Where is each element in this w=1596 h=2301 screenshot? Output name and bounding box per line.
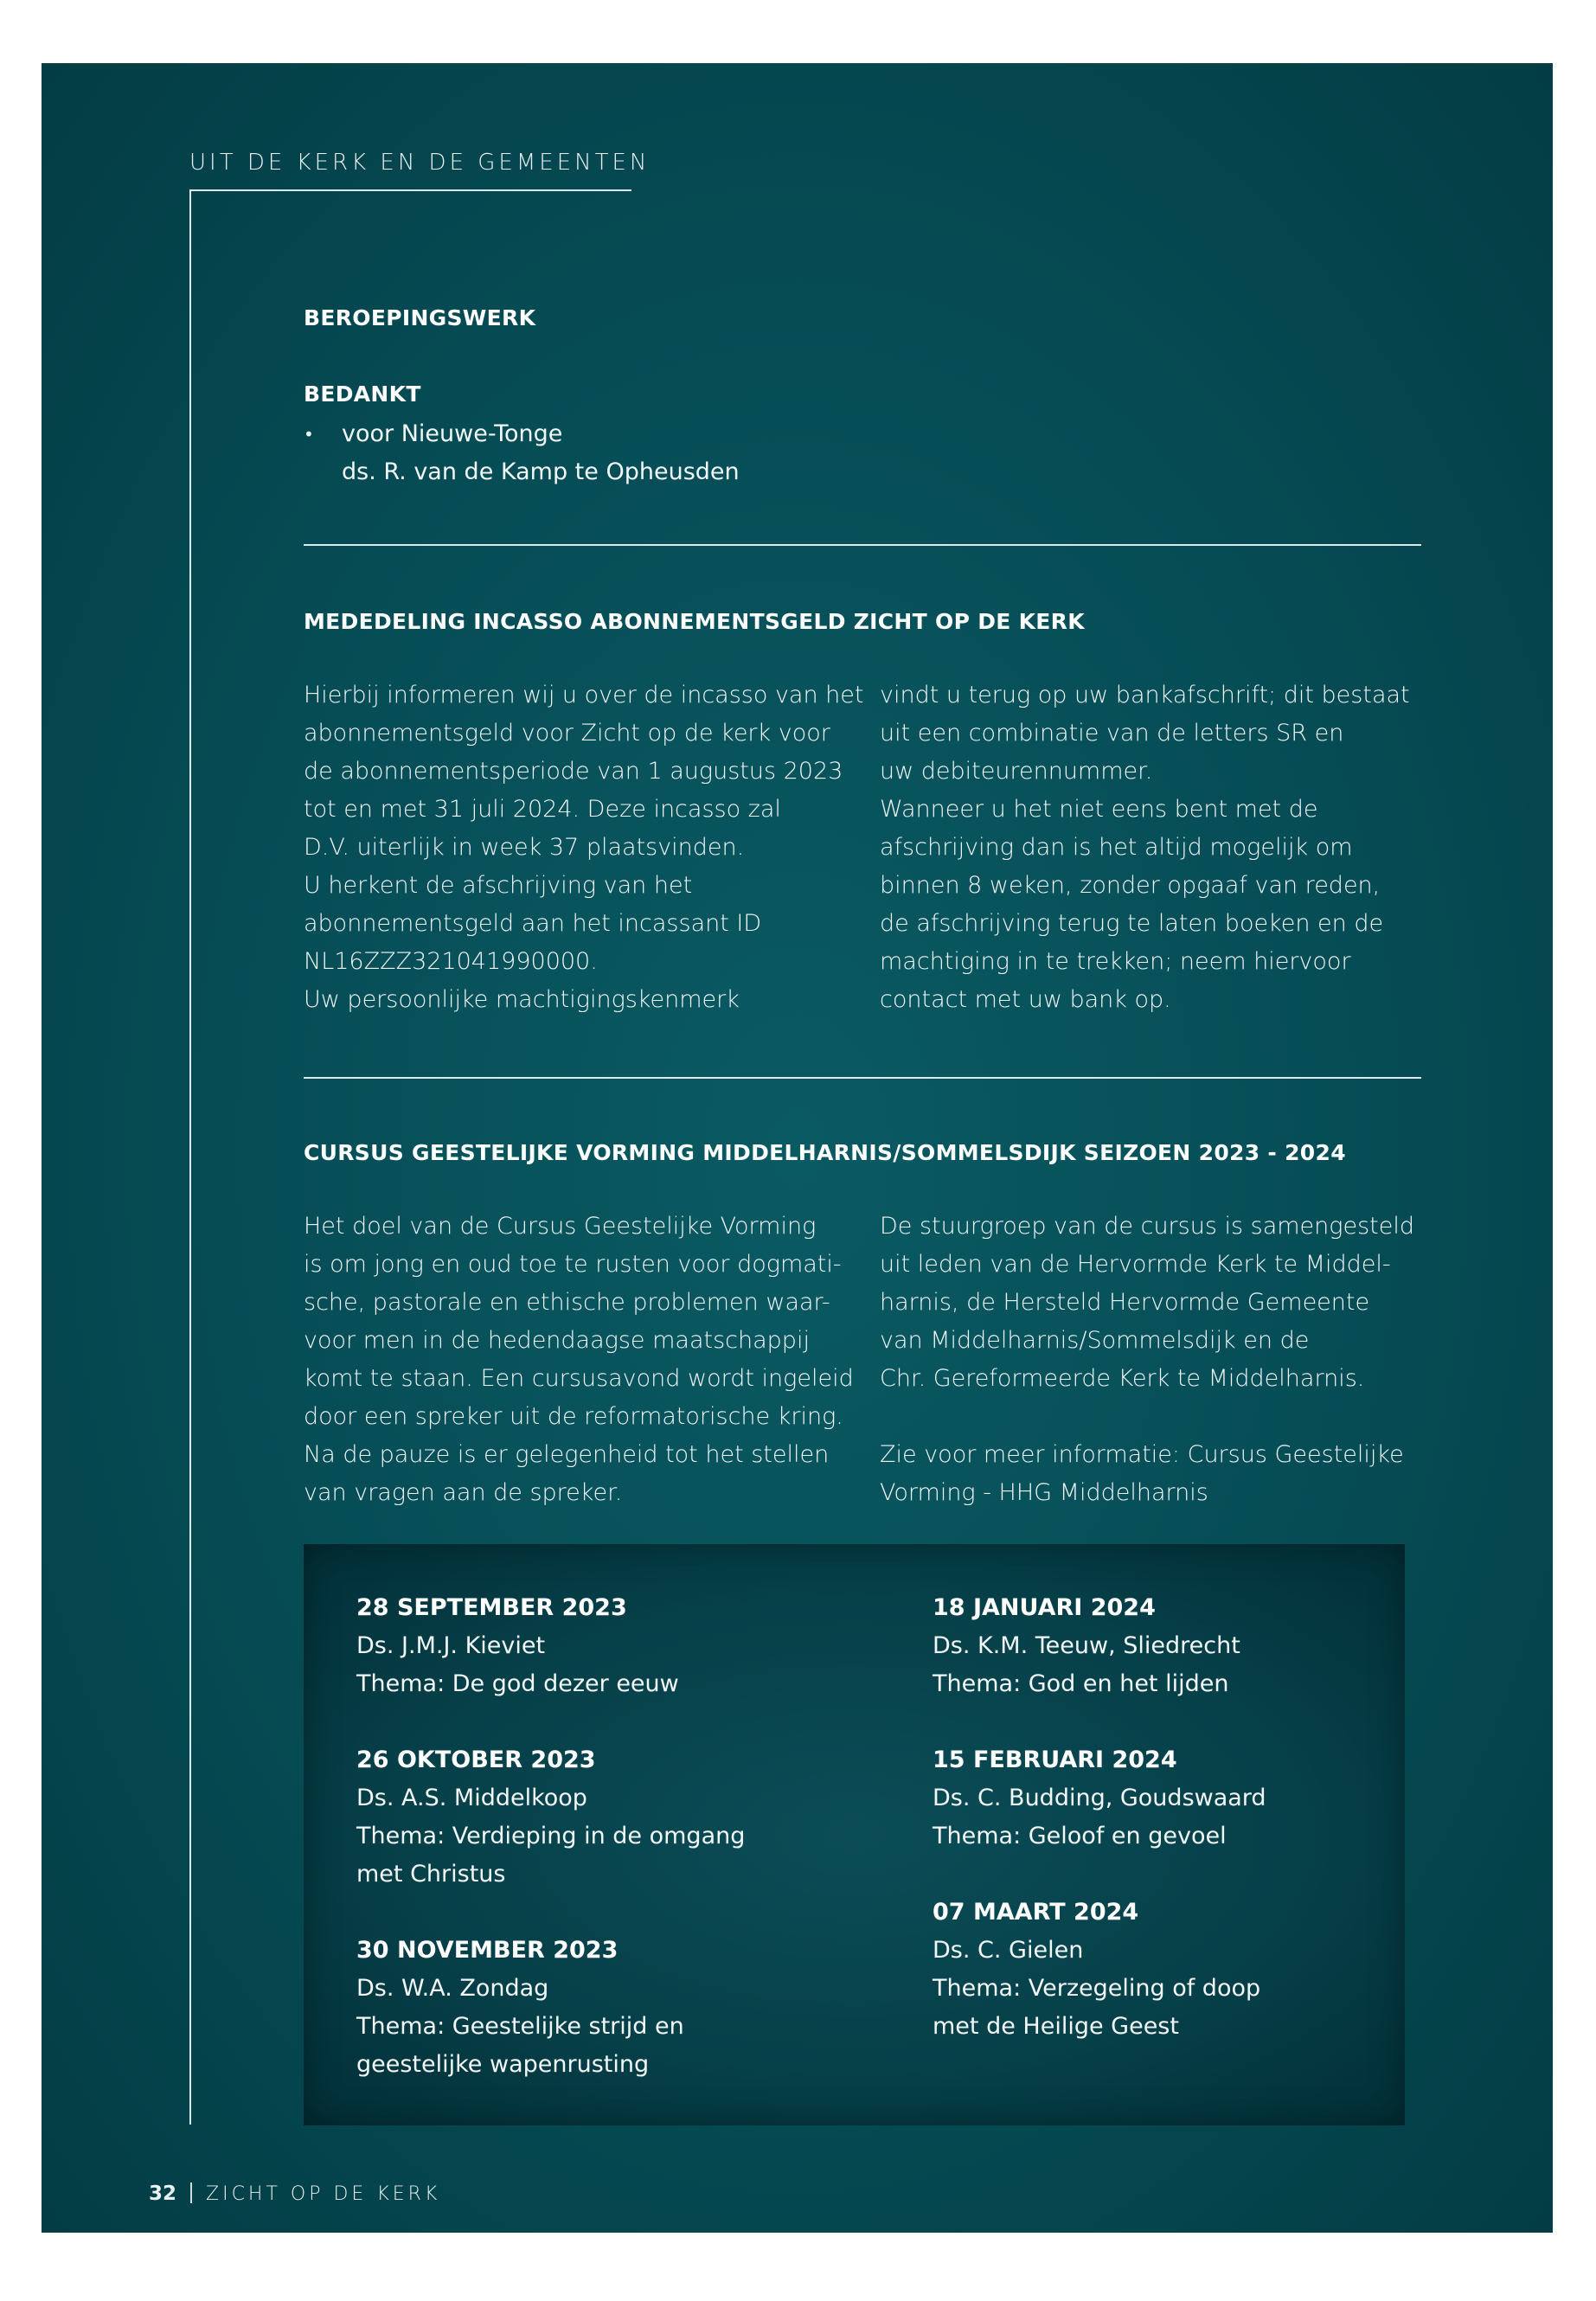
text-line: binnen 8 weken, zonder opgaaf van reden, <box>880 872 1381 899</box>
section-divider <box>304 1077 1421 1079</box>
section-label-underline <box>189 189 631 191</box>
beroepingswerk-heading: BEROEPINGSWERK <box>304 305 536 330</box>
schedule-entry <box>356 1932 745 2084</box>
schedule-left-column <box>356 1589 745 2122</box>
text-line: is om jong en oud toe te rusten voor dogmati- <box>304 1251 842 1278</box>
text-line: komt te staan. Een cursusavond wordt ingeleid <box>304 1365 854 1392</box>
text-line: contact met uw bank op. <box>880 986 1171 1013</box>
text-line: Na de pauze is er gelegenheid tot het stellen <box>304 1441 830 1468</box>
text-line: abonnementsgeld aan het incassant ID <box>304 910 762 937</box>
text-line: Hierbij informeren wij u over de incasso van het <box>304 682 864 708</box>
bedankt-heading: BEDANKT <box>304 381 421 407</box>
schedule-entry <box>933 1589 1266 1703</box>
entry-theme: Thema: God en het lijden <box>933 1670 1229 1697</box>
entry-date: 15 FEBRUARI 2024 <box>933 1747 1177 1773</box>
entry-date: 30 NOVEMBER 2023 <box>356 1937 619 1964</box>
text-line: D.V. uiterlijk in week 37 plaatsvinden. <box>304 834 745 861</box>
bullet-icon: • <box>304 424 314 445</box>
entry-date: 26 OKTOBER 2023 <box>356 1747 596 1773</box>
magazine-name: ZICHT OP DE KERK <box>206 2183 441 2205</box>
entry-theme: Thema: Verzegeling of doop <box>933 1975 1261 2002</box>
entry-speaker: Ds. J.M.J. Kieviet <box>356 1632 546 1659</box>
entry-speaker: Ds. A.S. Middelkoop <box>356 1785 587 1811</box>
text-line: de afschrijving terug te laten boeken en de <box>880 910 1384 937</box>
schedule-box <box>304 1544 1405 2125</box>
text-line: van Middelharnis/Sommelsdijk en de <box>880 1327 1310 1354</box>
vertical-margin-rule <box>189 189 191 2125</box>
text-line: harnis, de Hersteld Hervormde Gemeente <box>880 1289 1370 1316</box>
text-line: NL16ZZZ321041990000. <box>304 948 598 975</box>
entry-theme: Thema: Verdieping in de omgang <box>356 1823 746 1849</box>
text-line: Vorming - HHG Middelharnis <box>880 1479 1208 1506</box>
page-number: 32 <box>149 2182 177 2205</box>
footer-separator <box>190 2182 192 2203</box>
text-line: uit leden van de Hervormde Kerk te Middel- <box>880 1251 1391 1278</box>
text-line: uit een combinatie van de letters SR en <box>880 720 1344 747</box>
text-line: sche, pastorale en ethische problemen waar- <box>304 1289 830 1316</box>
text-line: uw debiteurennummer. <box>880 758 1153 785</box>
text-line: van vragen aan de spreker. <box>304 1479 623 1506</box>
page-footer <box>149 2182 440 2205</box>
cursus-left-column <box>304 1208 854 1512</box>
text-line: Uw persoonlijke machtigingskenmerk <box>304 986 740 1013</box>
schedule-entry <box>933 1741 1266 1856</box>
schedule-entry <box>356 1589 745 1703</box>
entry-speaker: Ds. K.M. Teeuw, Sliedrecht <box>933 1632 1240 1659</box>
text-line: de abonnementsperiode van 1 augustus 2023 <box>304 758 843 785</box>
entry-theme: met de Heilige Geest <box>933 2013 1179 2040</box>
entry-theme: met Christus <box>356 1861 506 1888</box>
schedule-right-column <box>933 1589 1266 2084</box>
incasso-heading: MEDEDELING INCASSO ABONNEMENTSGELD ZICHT OP DE KERK <box>304 609 1085 634</box>
text-line: abonnementsgeld voor Zicht op de kerk voor <box>304 720 830 747</box>
bedankt-line: voor Nieuwe-Tonge <box>342 420 563 447</box>
text-line: vindt u terug op uw bankafschrift; dit bestaat <box>880 682 1410 708</box>
entry-theme: Thema: Geloof en gevoel <box>933 1823 1227 1849</box>
incasso-left-column <box>304 676 864 1019</box>
text-line: tot en met 31 juli 2024. Deze incasso zal <box>304 796 781 823</box>
entry-speaker: Ds. C. Gielen <box>933 1937 1084 1964</box>
entry-speaker: Ds. C. Budding, Goudswaard <box>933 1785 1266 1811</box>
cursus-heading: CURSUS GEESTELIJKE VORMING MIDDELHARNIS/SOMMELSDIJK SEIZOEN 2023 - 2024 <box>304 1140 1346 1165</box>
text-line: Chr. Gereformeerde Kerk te Middelharnis. <box>880 1365 1365 1392</box>
section-label: UIT DE KERK EN DE GEMEENTEN <box>189 150 651 176</box>
text-line: Het doel van de Cursus Geestelijke Vorming <box>304 1213 817 1240</box>
incasso-right-column <box>880 676 1410 1019</box>
section-divider <box>304 544 1421 546</box>
bedankt-line: ds. R. van de Kamp te Opheusden <box>342 458 740 485</box>
entry-date: 18 JANUARI 2024 <box>933 1594 1156 1621</box>
text-line: Zie voor meer informatie: Cursus Geestelijke <box>880 1441 1404 1468</box>
text-line <box>880 1398 1414 1436</box>
page-panel <box>42 63 1553 2233</box>
entry-theme: Thema: Geestelijke strijd en <box>356 2013 684 2040</box>
schedule-entry <box>356 1741 745 1894</box>
entry-speaker: Ds. W.A. Zondag <box>356 1975 549 2002</box>
text-line: afschrijving dan is het altijd mogelijk om <box>880 834 1353 861</box>
entry-theme: Thema: De god dezer eeuw <box>356 1670 679 1697</box>
text-line: De stuurgroep van de cursus is samengesteld <box>880 1213 1414 1240</box>
entry-theme: geestelijke wapenrusting <box>356 2051 650 2078</box>
cursus-right-column <box>880 1208 1414 1512</box>
text-line: U herkent de afschrijving van het <box>304 872 693 899</box>
text-line: door een spreker uit de reformatorische kring. <box>304 1403 843 1430</box>
schedule-entry <box>933 1894 1266 2046</box>
entry-date: 07 MAART 2024 <box>933 1899 1139 1926</box>
entry-date: 28 SEPTEMBER 2023 <box>356 1594 627 1621</box>
text-line: voor men in de hedendaagse maatschappij <box>304 1327 810 1354</box>
text-line: machtiging in te trekken; neem hiervoor <box>880 948 1351 975</box>
text-line: Wanneer u het niet eens bent met de <box>880 796 1318 823</box>
